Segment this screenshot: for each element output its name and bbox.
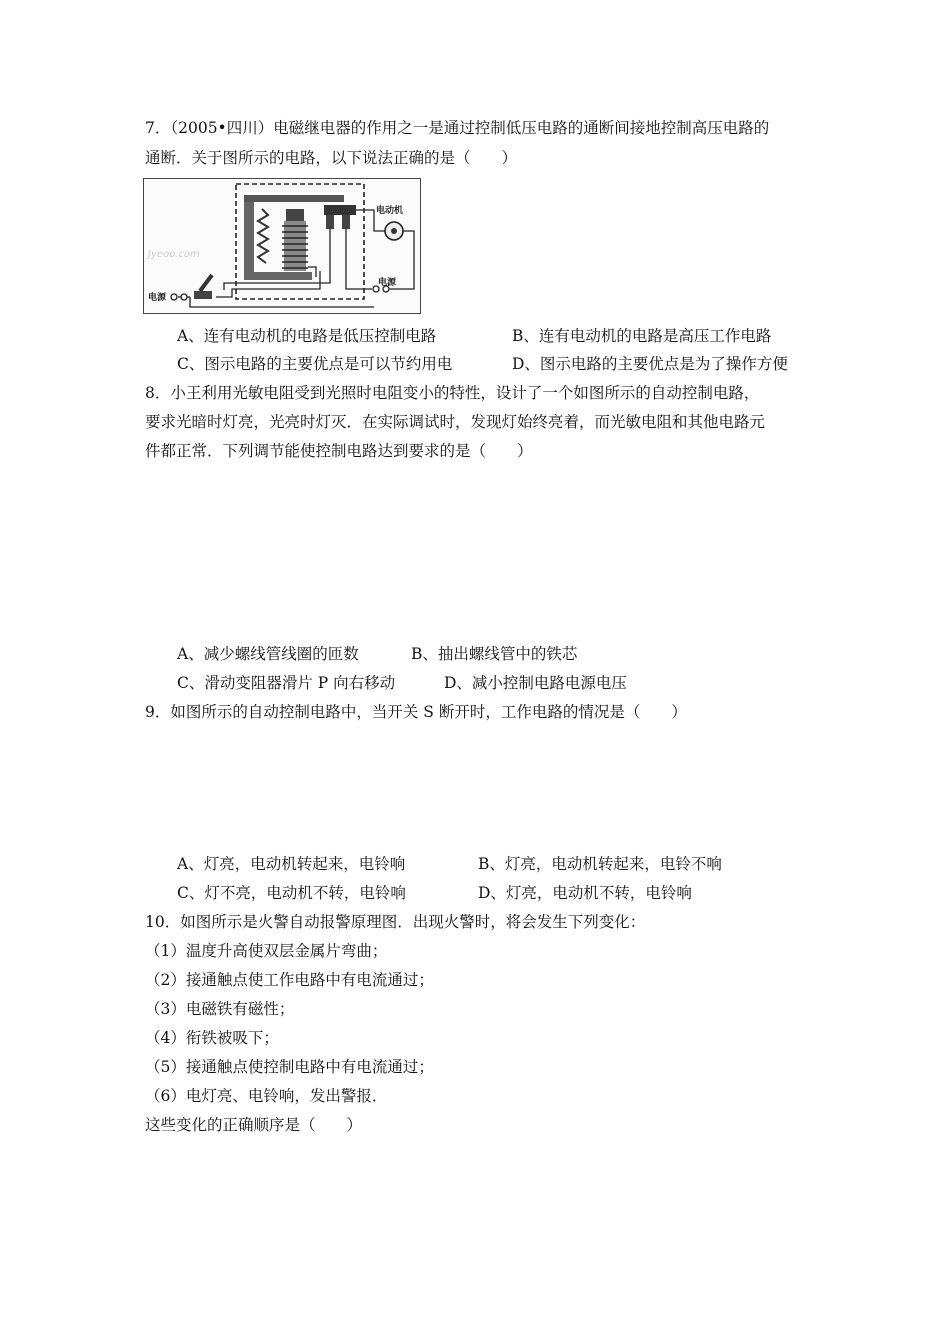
watermark: Jyeoo.com	[148, 249, 200, 260]
q8-text-line1: 8．小王利用光敏电阻受到光照时电阻变小的特性，设计了一个如图所示的自动控制电路，	[145, 384, 760, 402]
switch-lever	[200, 275, 212, 291]
terminal	[171, 294, 177, 300]
q10-step-5: （5）接通触点使控制电路中有电流通过；	[145, 1058, 434, 1076]
coil-body	[284, 221, 306, 271]
q9-option-a[interactable]: A、灯亮，电动机转起来，电铃响	[177, 855, 406, 873]
relay-frame-left	[244, 201, 254, 274]
q9-text-line1: 9．如图所示的自动控制电路中，当开关 S 断开时，工作电路的情况是（ ）	[145, 703, 687, 721]
q10-step-1: （1）温度升高使双层金属片弯曲；	[145, 942, 388, 960]
contact-post-right	[342, 215, 350, 229]
q9-option-b[interactable]: B、灯亮，电动机转起来，电铃不响	[478, 855, 722, 873]
q7-option-c[interactable]: C、图示电路的主要优点是可以节约用电	[177, 355, 453, 373]
q10-step-3: （3）电磁铁有磁性；	[145, 1000, 295, 1018]
q8-option-d[interactable]: D、减小控制电路电源电压	[444, 674, 627, 692]
q10-step-2: （2）接通触点使工作电路中有电流通过；	[145, 971, 434, 989]
coil-core-top	[286, 209, 304, 221]
contact-block	[324, 205, 356, 215]
q8-option-b[interactable]: B、抽出螺线管中的铁芯	[411, 645, 578, 663]
q8-option-c[interactable]: C、滑动变阻器滑片 P 向右移动	[177, 674, 396, 692]
terminal	[181, 294, 187, 300]
q7-relay-circuit-figure	[143, 178, 421, 314]
label-power-left: 电源	[148, 293, 167, 303]
q10-step-6: （6）电灯亮、电铃响，发出警报．	[145, 1087, 388, 1105]
q7-text-line1: 7．（2005•四川）电磁继电器的作用之一是通过控制低压电路的通断间接地控制高压电路的	[145, 119, 770, 137]
spring	[258, 209, 268, 263]
label-motor: 电动机	[376, 206, 404, 216]
contact-post-left	[326, 215, 334, 229]
armature-bar	[244, 195, 344, 202]
q8-text-line3: 件都正常．下列调节能使控制电路达到要求的是（ ）	[145, 442, 533, 460]
q7-option-d[interactable]: D、图示电路的主要优点是为了操作方便	[512, 355, 788, 373]
q9-option-d[interactable]: D、灯亮，电动机不转，电铃响	[478, 884, 692, 902]
label-power-right: 电源	[378, 278, 397, 288]
q7-option-b[interactable]: B、连有电动机的电路是高压工作电路	[512, 327, 772, 345]
q8-option-a[interactable]: A、减少螺线管线圈的匝数	[177, 645, 359, 663]
q8-text-line2: 要求光暗时灯亮，光亮时灯灭．在实际调试时，发现灯始终亮着，而光敏电阻和其他电路元	[145, 413, 766, 431]
q10-text-line1: 10．如图所示是火警自动报警原理图．出现火警时，将会发生下列变化：	[145, 913, 646, 931]
q7-text-line2: 通断．关于图所示的电路，以下说法正确的是（ ）	[145, 149, 518, 167]
relay-base	[244, 272, 312, 280]
q7-option-a[interactable]: A、连有电动机的电路是低压控制电路	[177, 327, 437, 345]
q9-option-c[interactable]: C、灯不亮，电动机不转，电铃响	[177, 884, 406, 902]
switch-base	[194, 291, 212, 299]
q10-question: 这些变化的正确顺序是（ ）	[145, 1116, 363, 1134]
relay-circuit-diagram	[144, 179, 421, 314]
q10-step-4: （4）衔铁被吸下；	[145, 1029, 279, 1047]
